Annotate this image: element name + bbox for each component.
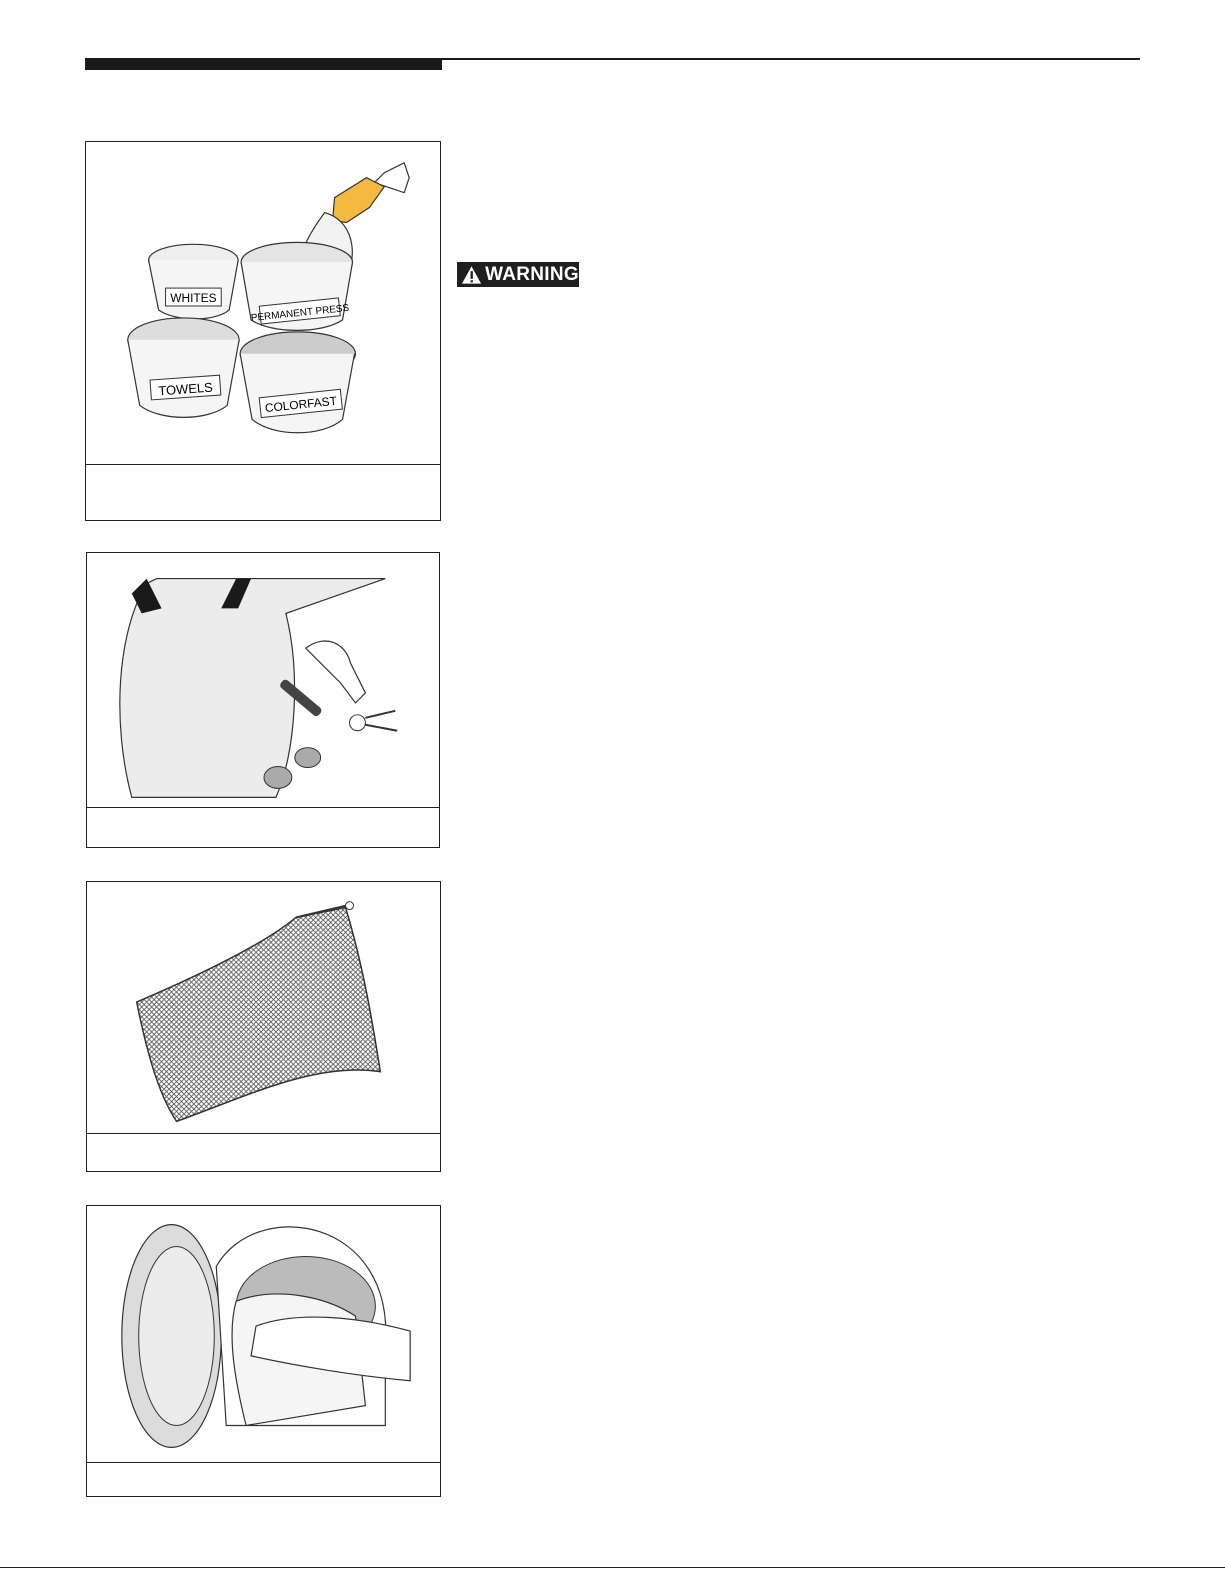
header-rule [442, 58, 1140, 60]
loading-washer-illustration [87, 1206, 440, 1464]
figure-caption [87, 1133, 440, 1171]
warning-badge [457, 262, 579, 287]
figure-caption [87, 1462, 440, 1496]
figure-empty-pockets [86, 552, 440, 848]
svg-text:COLORFAST: COLORFAST [264, 393, 338, 416]
figure-caption [87, 807, 439, 847]
figure-mesh-bag [86, 881, 441, 1172]
mesh-bag-illustration [87, 882, 440, 1136]
mesh-bag-icon [137, 908, 381, 1122]
header-bar [85, 58, 442, 70]
figure-sort-laundry [85, 141, 441, 521]
figure-caption [86, 464, 440, 520]
svg-text:WHITES: WHITES [170, 291, 217, 306]
svg-text:TOWELS: TOWELS [157, 379, 214, 399]
warning-triangle-icon [461, 265, 482, 285]
keys-icon [350, 715, 366, 731]
empty-pockets-illustration [87, 553, 439, 810]
svg-text:PERMANENT PRESS: PERMANENT PRESS [250, 302, 350, 325]
basket-colorfast [240, 332, 355, 433]
basket-whites [149, 244, 238, 319]
glove-hand-icon [333, 178, 385, 223]
figure-loading-washer [86, 1205, 441, 1497]
sort-laundry-illustration [86, 142, 440, 466]
coin-icon [264, 767, 292, 789]
coin-icon [295, 748, 321, 768]
footer-rule [0, 1567, 1225, 1568]
basket-permanent-press [241, 242, 352, 330]
basket-towels [128, 318, 239, 417]
warning-label: WARNING [485, 263, 579, 285]
